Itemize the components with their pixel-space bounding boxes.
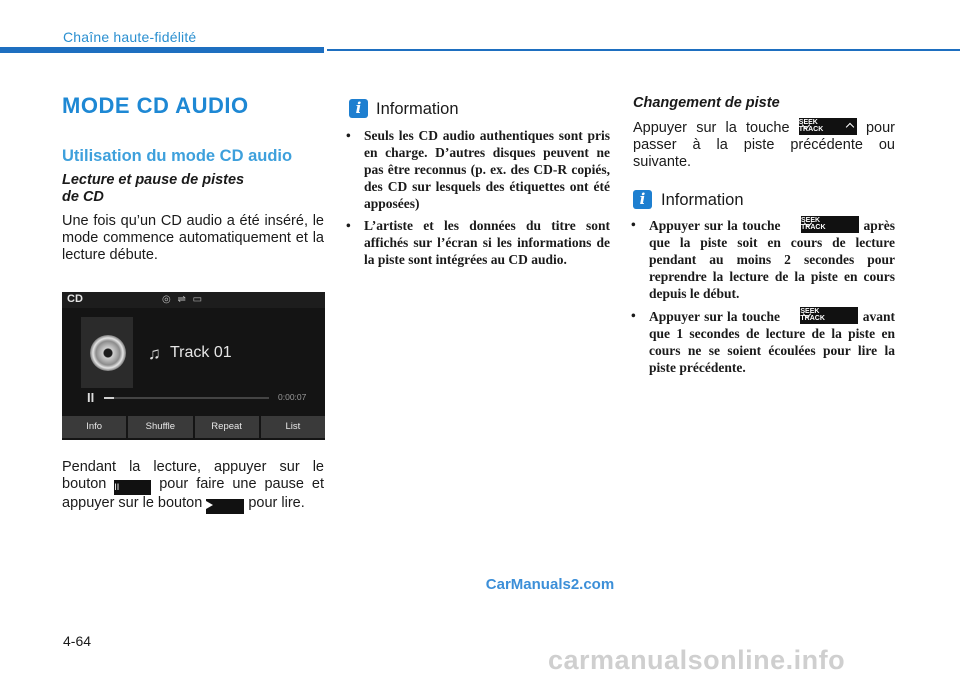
track-name: Track 01 <box>170 344 232 361</box>
list-item: • Appuyer sur la touche SEEK TRACK après que la piste soit en cours de lecture pendant au moins 2 secondes pour reprendre la lecture de la piste en cours depuis le début. <box>631 217 896 301</box>
elapsed-time: 0:00:07 <box>278 392 307 402</box>
watermark-carmanuals2: CarManuals2.com <box>485 576 615 593</box>
header-bar-thick <box>0 47 324 53</box>
seek-track-button-icon: SEEK TRACK <box>799 118 857 135</box>
status-icons: ◎ ⇌ ▭ <box>162 294 205 305</box>
main-heading: MODE CD AUDIO <box>62 93 249 118</box>
sub-heading: Utilisation du mode CD audio <box>62 147 293 165</box>
info-title: Information <box>661 191 744 209</box>
screen-mode-label: CD <box>67 293 83 305</box>
info-bullets-seek <box>627 216 895 381</box>
p2-text-2: pour faire une pause et appuyer sur le bouton <box>62 476 324 511</box>
pause-button-icon: II <box>114 480 151 495</box>
italic-heading <box>62 172 244 206</box>
screen-status-bar <box>62 292 325 308</box>
seek-track-button-icon: SEEK TRACK <box>800 307 858 324</box>
tab-shuffle: Shuffle <box>128 416 192 438</box>
track-change-heading: Changement de piste <box>633 95 780 111</box>
play-button-icon <box>206 499 244 514</box>
section-title: Chaîne haute-fidélité <box>63 29 197 45</box>
progress-bar <box>104 397 269 399</box>
paragraph-track-change: Appuyer sur la touche SEEK TRACK pour passer à la piste précédente ou suivante. <box>633 119 896 170</box>
screen-pause-icon: II <box>87 390 95 405</box>
info-icon: i <box>349 99 368 118</box>
tab-list: List <box>261 416 325 438</box>
seek-track-button-icon: SEEK TRACK <box>801 216 859 233</box>
info-title: Information <box>376 100 459 118</box>
tab-info: Info <box>62 416 126 438</box>
screen-tabs <box>62 416 325 438</box>
italic-heading-line2: de CD <box>62 189 104 205</box>
cd-disc-icon <box>90 335 126 371</box>
p2-text-3: pour lire. <box>248 495 305 511</box>
italic-heading-line1: Lecture et pause de pistes <box>62 172 245 188</box>
tab-repeat: Repeat <box>195 416 259 438</box>
list-item: • Appuyer sur la touche SEEK TRACK avant que 1 secondes de lecture de la piste en cours ne se soient écoulées pour lire la piste précédente. <box>631 308 895 375</box>
list-item: • L’artiste et les données du titre sont affichés sur l’écran si les informations de la piste sont intégrées au CD audio. <box>346 218 610 267</box>
watermark-carmanualsonline: carmanualsonline.info <box>548 645 846 675</box>
progress-fill <box>104 397 114 399</box>
paragraph-pause-play <box>62 459 324 514</box>
page-number: 4-64 <box>63 633 92 649</box>
header-bar-thin <box>327 49 960 51</box>
p2-text-1: Pendant la lecture, appuyer sur le bouton <box>62 459 324 492</box>
cd-screen-image <box>62 292 325 440</box>
list-item: • Seuls les CD audio authentiques sont pris en charge. D’autres disques peuvent ne pas être reconnus (p. ex. des CD-R copiés, des CD sur lesquels des étiquettes ont été apposées) <box>346 128 610 211</box>
music-note-icon: ♫ <box>148 344 161 363</box>
info-icon: i <box>633 190 652 209</box>
album-art <box>81 317 133 388</box>
info-bullets-cd <box>342 127 610 273</box>
paragraph-cd-insert: Une fois qu’un CD audio a été inséré, le mode commence automatiquement et la lecture débute. <box>62 213 324 263</box>
